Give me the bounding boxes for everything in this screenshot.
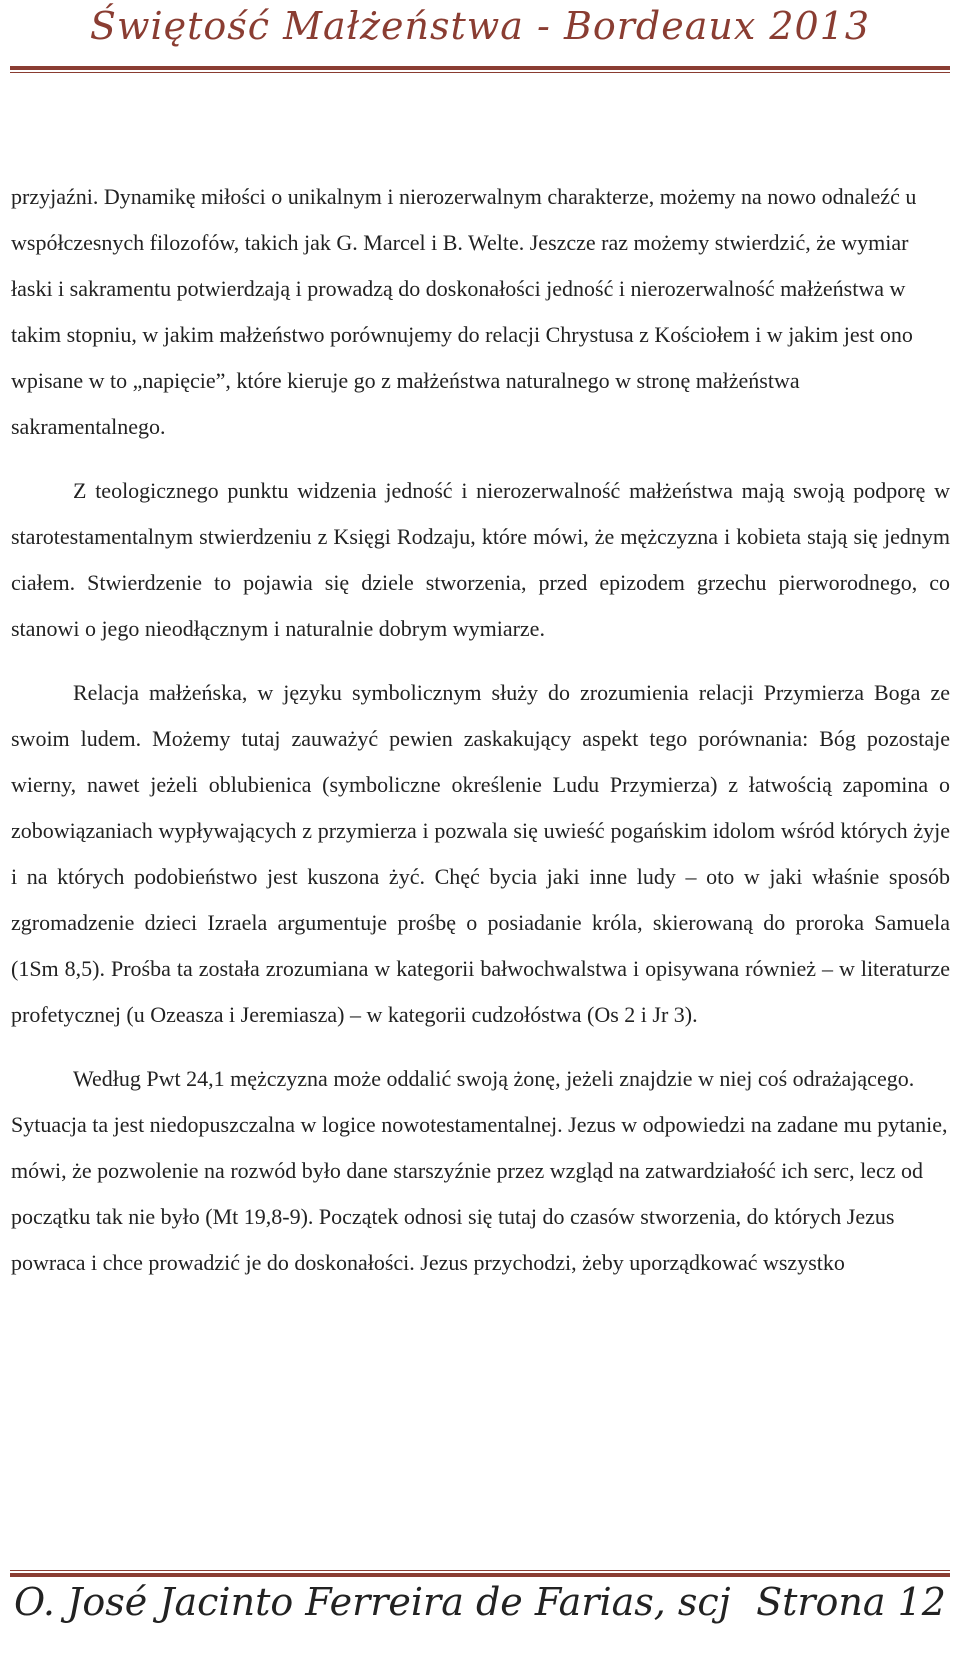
footer-divider <box>10 1570 950 1577</box>
header-title: Świętość Małżeństwa - Bordeaux 2013 <box>89 4 871 48</box>
header-divider <box>10 66 950 73</box>
page-footer <box>0 1570 960 1655</box>
footer-author: O. José Jacinto Ferreira de Farias, scj <box>14 1580 731 1624</box>
paragraph-1: przyjaźni. Dynamikę miłości o unikalnym i nierozerwalnym charakterze, możemy na nowo odnaleźć u współczesnych filozofów, takich jak G. Marcel i B. Welte. Jeszcze raz możemy stwierdzić, że wymiar łaski i sakramentu potwierdzają i prowadzą do doskonałości jedność i nierozerwalność małżeństwa w takim stopniu, w jakim małżeństwo porównujemy do relacji Chrystusa z Kościołem i w jakim jest ono wpisane w to „napięcie”, które kieruje go z małżeństwa naturalnego w stronę małżeństwa sakramentalnego. <box>11 184 917 439</box>
paragraph-2: Z teologicznego punktu widzenia jedność i nierozerwalność małżeństwa mają swoją podporę w starotestamentalnym stwierdzeniu z Księgi Rodzaju, które mówi, że mężczyzna i kobieta stają się jednym ciałem. Stwierdzenie to pojawia się dziele stworzenia, przed epizodem grzechu pierworodnego, co stanowi o jego nieodłącznym i naturalnie dobrym wymiarze. <box>11 478 950 641</box>
paragraph-3: Relacja małżeńska, w języku symbolicznym służy do zrozumienia relacji Przymierza Boga ze swoim ludem. Możemy tutaj zauważyć pewien zaskakujący aspekt tego porównania: Bóg pozostaje wierny, nawet jeżeli oblubienica (symboliczne określenie Ludu Przymierza) z łatwością zapomina o zobowiązaniach wypływających z przymierza i pozwala się uwieść pogańskim idolom wśród których żyje i na których podobieństwo jest kuszona żyć. Chęć bycia jaki inne ludy – oto w jaki właśnie sposób zgromadzenie dzieci Izraela argumentuje prośbę o posiadanie króla, skierowaną do proroka Samuela (1Sm 8,5). Prośba ta została zrozumiana w kategorii bałwochwalstwa i opisywana również – w literaturze profetycznej (u Ozeasza i Jeremiasza) – w kategorii cudzołóstwa (Os 2 i Jr 3). <box>11 680 950 1027</box>
page-number: Strona 12 <box>756 1580 946 1624</box>
paragraph-4: Według Pwt 24,1 mężczyzna może oddalić swoją żonę, jeżeli znajdzie w niej coś odrażającego. Sytuacja ta jest niedopuszczalna w logice nowotestamentalnej. Jezus w odpowiedzi na zadane mu pytanie, mówi, że pozwolenie na rozwód było dane starszyźnie przez wzgląd na zatwardziałość ich serc, lecz od początku tak nie było (Mt 19,8-9). Początek odnosi się tutaj do czasów stworzenia, do których Jezus powraca i chce prowadzić je do doskonałości. Jezus przychodzi, żeby uporządkować wszystko <box>11 1066 948 1275</box>
page-header <box>0 0 960 70</box>
document-body <box>11 174 950 1304</box>
